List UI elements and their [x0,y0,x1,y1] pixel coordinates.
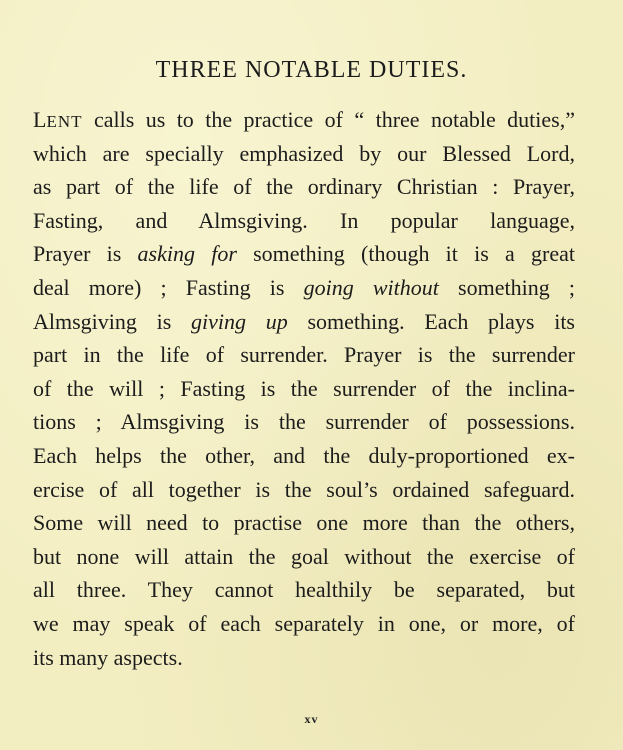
small-caps-word: ENT [46,112,83,131]
line-text: Almsgiving is [33,308,192,334]
text-line: but none will attain the goal without the exercise of [33,543,575,569]
line-text: something (though it is a great [236,241,575,267]
text-line: part in the life of surrender. Prayer is the surrender [33,342,575,368]
line-text: Prayer is [33,241,138,267]
text-line: Each helps the other, and the duly-proportioned ex- [33,442,575,468]
line-text: deal more) ; Fasting is [33,274,304,300]
page-title: THREE NOTABLE DUTIES. [155,57,468,83]
text-line: of the will ; Fasting is the surrender of the inclina- [33,375,575,401]
text-line: ercise of all together is the soul’s ordained safeguard. [33,476,575,502]
page-number: xv [304,712,319,726]
italic-phrase: going without [303,274,439,300]
text-line [33,237,575,271]
text-line [33,305,575,339]
italic-phrase: giving up [191,308,288,334]
text-line [33,271,575,305]
line-text: calls us to the practice of “ three notable duties,” [82,107,575,132]
line-text: something ; [438,274,576,300]
text-line: its many aspects. [33,644,183,670]
text-line: Fasting, and Almsgiving. In popular language, [33,207,575,233]
text-line: all three. They cannot healthily be separated, but [33,577,575,603]
text-line: Some will need to practise one more than the others, [33,510,575,536]
line-text: something. Each plays its [287,308,575,334]
text-line: as part of the life of the ordinary Christian : Prayer, [33,174,575,200]
text-line: which are specially emphasized by our Blessed Lord, [33,140,575,166]
italic-phrase: asking for [137,241,237,267]
text-line: tions ; Almsgiving is the surrender of possessions. [33,409,575,435]
drop-initial: L [33,107,47,132]
text-line: we may speak of each separately in one, or more, of [33,610,575,636]
body-paragraph [33,103,575,674]
text-line [33,103,575,137]
